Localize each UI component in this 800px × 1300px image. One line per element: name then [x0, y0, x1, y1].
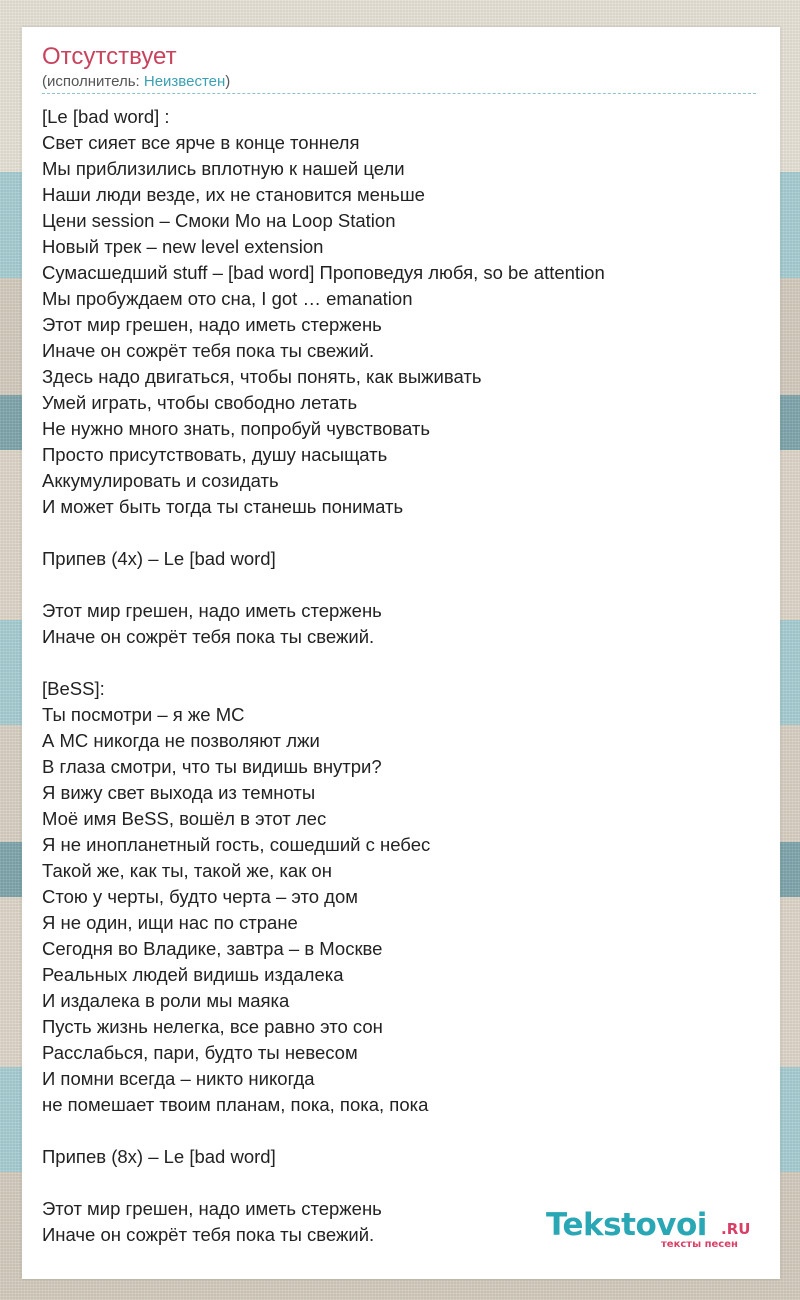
artist-link[interactable]: Неизвестен: [143, 73, 226, 90]
logo-tagline: тексты песен: [661, 1239, 738, 1250]
logo-domain: .RU: [721, 1220, 751, 1238]
lyric-line: Ты посмотри – я же МС: [42, 704, 245, 725]
lyric-line: Такой же, как ты, такой же, как он: [42, 860, 332, 881]
lyrics-card: [22, 27, 780, 1279]
lyric-line: И может быть тогда ты станешь понимать: [42, 496, 404, 517]
lyric-line: Этот мир грешен, надо иметь стержень: [42, 314, 382, 335]
lyric-line: не помешает твоим планам, пока, пока, пока: [42, 1094, 429, 1115]
lyric-line: Иначе он сожрёт тебя пока ты свежий.: [42, 1224, 375, 1245]
lyric-line: Иначе он сожрёт тебя пока ты свежий.: [42, 626, 375, 647]
lyric-line: Мы приблизились вплотную к нашей цели: [42, 158, 405, 179]
lyric-line: [Le [bad word] :: [42, 106, 170, 127]
song-title: Отсутствует: [42, 43, 177, 70]
artist-line: [42, 73, 230, 91]
lyric-line: Припев (8x) – Le [bad word]: [42, 1146, 276, 1167]
lyric-line: Пусть жизнь нелегка, все равно это сон: [42, 1016, 383, 1037]
lyric-line: Наши люди везде, их не становится меньше: [42, 184, 425, 205]
lyric-line: Я вижу свет выхода из темноты: [42, 782, 316, 803]
lyric-line: Новый трек – new level extension: [42, 236, 324, 257]
lyric-line: В глаза смотри, что ты видишь внутри?: [42, 756, 382, 777]
lyric-line: Цени session – Смоки Мо на Loop Station: [42, 210, 396, 231]
lyric-line: Просто присутствовать, душу насыщать: [42, 444, 388, 465]
lyric-line: [BeSS]:: [42, 678, 105, 699]
lyric-line: [42, 650, 605, 676]
logo-wordmark: Tekstovoi: [546, 1207, 707, 1243]
lyric-line: Стою у черты, будто черта – это дом: [42, 886, 358, 907]
lyric-line: Моё имя BeSS, вошёл в этот лес: [42, 808, 327, 829]
lyric-line: Этот мир грешен, надо иметь стержень: [42, 1198, 382, 1219]
lyric-line: Здесь надо двигаться, чтобы понять, как выживать: [42, 366, 482, 387]
lyric-line: Реальных людей видишь издалека: [42, 964, 344, 985]
lyric-line: [42, 572, 605, 598]
lyric-line: [42, 520, 605, 546]
lyric-line: [42, 1170, 605, 1196]
lyric-line: Сегодня во Владике, завтра – в Москве: [42, 938, 383, 959]
lyric-line: Этот мир грешен, надо иметь стержень: [42, 600, 382, 621]
title-divider: [42, 93, 756, 94]
lyric-line: Умей играть, чтобы свободно летать: [42, 392, 358, 413]
artist-suffix: ): [225, 73, 231, 90]
lyric-line: Я не один, ищи нас по стране: [42, 912, 298, 933]
lyric-line: Припев (4x) – Le [bad word]: [42, 548, 276, 569]
lyric-line: Иначе он сожрёт тебя пока ты свежий.: [42, 340, 375, 361]
lyric-line: А МС никогда не позволяют лжи: [42, 730, 320, 751]
lyric-line: И помни всегда – никто никогда: [42, 1068, 315, 1089]
lyric-line: Расслабься, пари, будто ты невесом: [42, 1042, 358, 1063]
artist-prefix: (исполнитель:: [42, 73, 144, 90]
lyric-line: Аккумулировать и созидать: [42, 470, 279, 491]
lyric-line: Я не инопланетный гость, сошедший с небес: [42, 834, 431, 855]
lyric-line: Свет сияет все ярче в конце тоннеля: [42, 132, 360, 153]
lyric-line: Не нужно много знать, попробуй чувствовать: [42, 418, 431, 439]
lyric-line: Сумасшедший stuff – [bad word] Проповедуя любя, so be attention: [42, 262, 605, 283]
lyric-line: [42, 1118, 605, 1144]
lyric-line: И издалека в роли мы маяка: [42, 990, 290, 1011]
site-logo[interactable]: [546, 1207, 776, 1253]
lyric-line: Мы пробуждаем ото сна, I got … emanation: [42, 288, 413, 309]
lyrics-text: [42, 104, 605, 1248]
